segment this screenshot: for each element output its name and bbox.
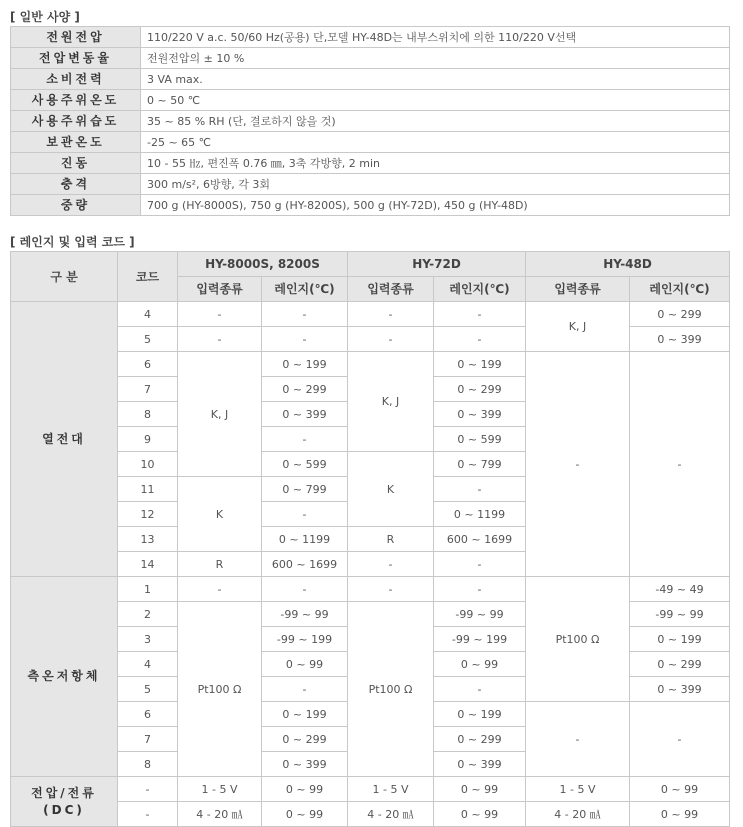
spec-label: 전압변동율 [11,48,141,69]
code-cell: 8 [118,752,178,777]
code-cell: 11 [118,477,178,502]
header-range: 레인지(℃) [434,277,526,302]
header-model-c: HY-48D [526,252,730,277]
range-cell: 0 ~ 399 [434,402,526,427]
range-cell: 600 ~ 1699 [262,552,348,577]
group-voltage-current [11,777,118,827]
input-cell: R [348,527,434,552]
header-range: 레인지(℃) [630,277,730,302]
input-cell: - [178,327,262,352]
group-voltage-current-line1: 전압/전류 [31,785,97,800]
code-cell: 1 [118,577,178,602]
range-cell: 0 ~ 199 [630,627,730,652]
spec-row [11,27,730,48]
spec-value: 3 VA max. [141,69,730,90]
input-cell: R [178,552,262,577]
range-cell: - [434,577,526,602]
header-input-type: 입력종류 [526,277,630,302]
range-cell: 0 ~ 99 [434,652,526,677]
code-cell: 4 [118,652,178,677]
input-cell: Pt100 Ω [526,577,630,702]
input-cell: 1 - 5 V [348,777,434,802]
spec-label: 중량 [11,195,141,216]
range-cell: 0 ~ 299 [262,727,348,752]
range-cell: - [262,302,348,327]
spec-value: 전원전압의 ± 10 % [141,48,730,69]
spec-row [11,195,730,216]
spec-value: 300 m/s², 6방향, 각 3회 [141,174,730,195]
spec-value: 0 ~ 50 ℃ [141,90,730,111]
code-cell: 6 [118,352,178,377]
range-cell: 0 ~ 99 [262,652,348,677]
range-cell: - [262,577,348,602]
range-cell: 600 ~ 1699 [434,527,526,552]
header-model-b: HY-72D [348,252,526,277]
spec-value: 10 - 55 ㎐, 편진폭 0.76 ㎜, 3축 각방향, 2 min [141,153,730,174]
spec-row [11,132,730,153]
group-rtd: 측온저항체 [11,577,118,777]
code-cell: 14 [118,552,178,577]
range-cell: 0 ~ 99 [630,777,730,802]
spec-value: -25 ~ 65 ℃ [141,132,730,153]
group-voltage-current-line2: (DC) [43,802,85,817]
input-cell: 4 - 20 ㎃ [178,802,262,827]
code-cell: 3 [118,627,178,652]
code-table [10,251,730,827]
codes-section-title: [ 레인지 및 입력 코드 ] [10,235,135,249]
spec-row [11,69,730,90]
range-cell: - [262,327,348,352]
header-model-a: HY-8000S, 8200S [178,252,348,277]
spec-value: 35 ~ 85 % RH (단, 결로하지 않을 것) [141,111,730,132]
spec-table [10,26,730,216]
range-cell: - [630,702,730,777]
code-cell: 5 [118,327,178,352]
input-cell: K, J [348,352,434,452]
range-cell: 0 ~ 399 [630,327,730,352]
range-cell: 0 ~ 199 [262,352,348,377]
range-cell: 0 ~ 299 [630,302,730,327]
code-cell: 13 [118,527,178,552]
spec-row [11,111,730,132]
range-cell: - [262,677,348,702]
spec-value: 700 g (HY-8000S), 750 g (HY-8200S), 500 g (HY-72D), 450 g (HY-48D) [141,195,730,216]
input-cell: 4 - 20 ㎃ [348,802,434,827]
input-cell: K, J [526,302,630,352]
range-cell: 0 ~ 799 [434,452,526,477]
input-cell: - [348,577,434,602]
range-cell: 0 ~ 99 [262,777,348,802]
input-cell: 1 - 5 V [178,777,262,802]
range-cell: 0 ~ 399 [434,752,526,777]
range-cell: 0 ~ 399 [630,677,730,702]
range-cell: 0 ~ 99 [434,777,526,802]
range-cell: 0 ~ 199 [262,702,348,727]
range-cell: 0 ~ 199 [434,702,526,727]
range-cell: - [434,477,526,502]
input-cell: 1 - 5 V [526,777,630,802]
input-cell: - [348,302,434,327]
spec-row [11,90,730,111]
code-cell: 8 [118,402,178,427]
range-cell: -99 ~ 99 [434,602,526,627]
range-cell: -49 ~ 49 [630,577,730,602]
range-cell: -99 ~ 99 [630,602,730,627]
spec-label: 진동 [11,153,141,174]
input-cell: - [526,702,630,777]
range-cell: - [262,427,348,452]
range-cell: 0 ~ 199 [434,352,526,377]
range-cell: 0 ~ 99 [262,802,348,827]
range-cell: 0 ~ 99 [434,802,526,827]
code-cell: 10 [118,452,178,477]
header-input-type: 입력종류 [348,277,434,302]
range-cell: 0 ~ 799 [262,477,348,502]
spec-value: 110/220 V a.c. 50/60 Hz(공용) 단,모델 HY-48D는 내부스위치에 의한 110/220 V선택 [141,27,730,48]
input-cell: - [348,327,434,352]
input-cell: Pt100 Ω [178,602,262,777]
range-cell: 0 ~ 399 [262,402,348,427]
code-cell: 7 [118,377,178,402]
code-cell: 12 [118,502,178,527]
header-category: 구 분 [11,252,118,302]
spec-row [11,174,730,195]
range-cell: 0 ~ 299 [434,377,526,402]
input-cell: 4 - 20 ㎃ [526,802,630,827]
spec-section-title: [ 일반 사양 ] [10,10,80,24]
input-cell: K, J [178,352,262,477]
range-cell: 0 ~ 599 [434,427,526,452]
range-cell: - [262,502,348,527]
input-cell: - [348,552,434,577]
code-cell: 6 [118,702,178,727]
input-cell: Pt100 Ω [348,602,434,777]
range-cell: 0 ~ 1199 [434,502,526,527]
input-cell: K [348,452,434,527]
spec-row [11,153,730,174]
range-cell: - [434,677,526,702]
spec-label: 충격 [11,174,141,195]
spec-label: 사용주위온도 [11,90,141,111]
input-cell: - [178,302,262,327]
range-cell: 0 ~ 399 [262,752,348,777]
spec-label: 전원전압 [11,27,141,48]
spec-label: 사용주위습도 [11,111,141,132]
spec-row [11,48,730,69]
input-cell: K [178,477,262,552]
code-cell: 7 [118,727,178,752]
range-cell: 0 ~ 299 [434,727,526,752]
range-cell: - [434,327,526,352]
range-cell: 0 ~ 99 [630,802,730,827]
header-code: 코드 [118,252,178,302]
range-cell: - [434,302,526,327]
range-cell: 0 ~ 599 [262,452,348,477]
code-cell: 2 [118,602,178,627]
header-range: 레인지(℃) [262,277,348,302]
range-cell: -99 ~ 99 [262,602,348,627]
range-cell: - [630,352,730,577]
range-cell: 0 ~ 299 [262,377,348,402]
code-cell: 9 [118,427,178,452]
range-cell: 0 ~ 1199 [262,527,348,552]
code-cell: 4 [118,302,178,327]
input-cell: - [178,577,262,602]
input-cell: - [526,352,630,577]
header-input-type: 입력종류 [178,277,262,302]
range-cell: 0 ~ 299 [630,652,730,677]
code-cell: - [118,802,178,827]
range-cell: -99 ~ 199 [434,627,526,652]
spec-label: 보관온도 [11,132,141,153]
range-cell: -99 ~ 199 [262,627,348,652]
code-cell: 5 [118,677,178,702]
spec-label: 소비전력 [11,69,141,90]
code-cell: - [118,777,178,802]
group-thermocouple: 열전대 [11,302,118,577]
range-cell: - [434,552,526,577]
